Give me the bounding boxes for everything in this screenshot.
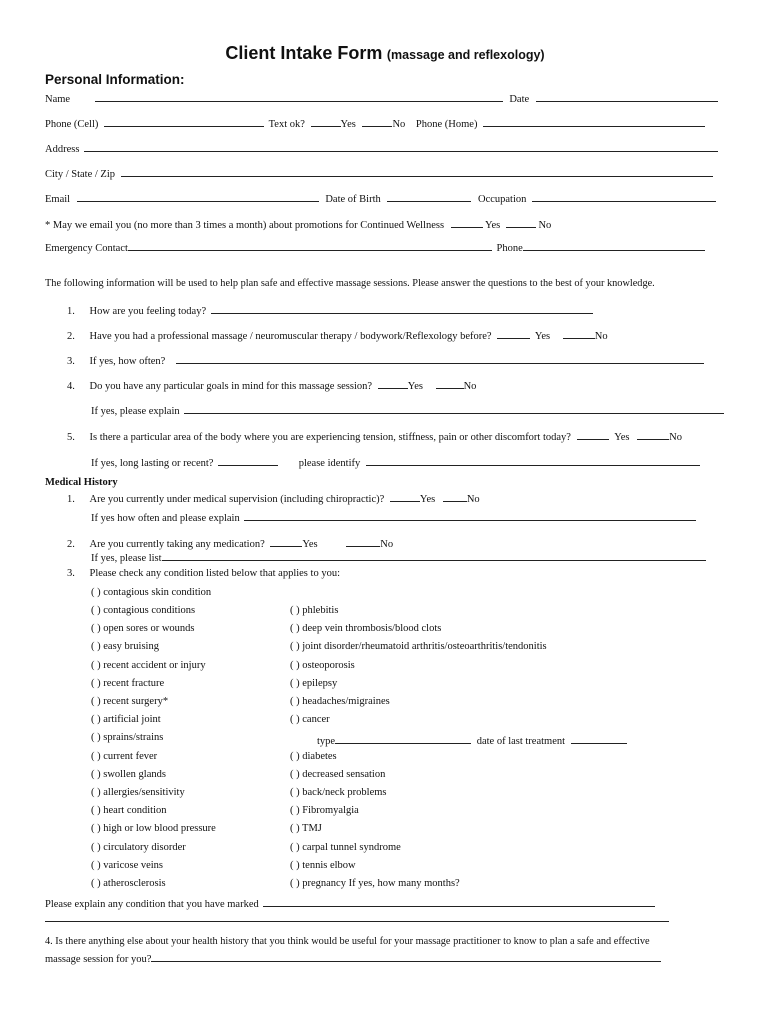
cancer-type-field[interactable] — [335, 733, 471, 744]
m1-followup-row — [91, 510, 696, 524]
emergency-label: Emergency Contact — [45, 243, 128, 254]
email-consent-row — [45, 217, 551, 231]
q3-text: If yes, how often? — [89, 356, 166, 367]
q5-identify-label: please identify — [298, 458, 361, 469]
text-ok-yes-label: Yes — [340, 119, 356, 130]
q2-yes-field[interactable] — [497, 328, 530, 339]
explain-marked-row — [45, 896, 655, 910]
q5-no-field[interactable] — [637, 429, 669, 440]
left-condition-7[interactable]: ( ) sprains/strains — [91, 732, 164, 744]
left-condition-9[interactable]: ( ) swollen glands — [91, 768, 166, 780]
emergency-field[interactable] — [128, 240, 492, 251]
m1-follow-field[interactable] — [244, 510, 696, 521]
q2-number: 2. — [67, 331, 75, 342]
condition-contagious-skin[interactable]: ( ) contagious skin condition — [91, 587, 212, 598]
m1-follow-label: If yes how often and please explain — [91, 513, 240, 524]
q4-text: Do you have any particular goals in mind for this massage session? — [89, 381, 373, 392]
q5-no-label: No — [669, 432, 682, 443]
occupation-label: Occupation — [477, 194, 527, 205]
m2-yes-field[interactable] — [270, 536, 302, 547]
q4-no-label: No — [463, 381, 477, 392]
q4-explain-label: If yes, please explain — [91, 406, 180, 417]
left-condition-0[interactable]: ( ) contagious conditions — [91, 605, 196, 616]
right-condition-11[interactable]: ( ) Fibromyalgia — [290, 805, 359, 817]
m2-no-field[interactable] — [346, 536, 380, 547]
q5-long-label: If yes, long lasting or recent? — [91, 458, 214, 469]
phone-home-label: Phone (Home) — [415, 119, 478, 130]
right-condition-9[interactable]: ( ) decreased sensation — [290, 768, 386, 780]
medical-heading: Medical History — [45, 477, 118, 488]
m2-yes-label: Yes — [302, 539, 318, 550]
right-condition-2[interactable]: ( ) joint disorder/rheumatoid arthritis/osteoarthritis/tendonitis — [290, 641, 547, 653]
right-condition-10[interactable]: ( ) back/neck problems — [290, 787, 387, 798]
right-condition-12[interactable]: ( ) TMJ — [290, 823, 322, 835]
q5-number: 5. — [67, 432, 75, 443]
email-row — [45, 191, 716, 205]
q4-yes-label: Yes — [407, 381, 423, 392]
explain-marked-field-2[interactable] — [45, 911, 669, 922]
question-2 — [67, 328, 608, 342]
m1-yes-field[interactable] — [390, 491, 420, 502]
name-row — [45, 91, 718, 105]
m3-number: 3. — [67, 568, 75, 579]
medical-question-1 — [67, 491, 480, 505]
q3-number: 3. — [67, 356, 75, 367]
right-condition-3[interactable]: ( ) osteoporosis — [290, 659, 355, 671]
m2-follow-field[interactable] — [162, 550, 706, 561]
m2-follow-label: If yes, please list — [91, 553, 162, 564]
q4-yes-field[interactable] — [378, 378, 408, 389]
phone-cell-label: Phone (Cell) — [45, 119, 99, 130]
q1-number: 1. — [67, 306, 75, 317]
left-condition-15[interactable]: ( ) atherosclerosis — [91, 878, 166, 889]
question-5 — [67, 429, 682, 443]
city-label: City / State / Zip — [45, 169, 115, 180]
intro-text: The following information will be used to help plan safe and effective massage sessions. Please answer the questions to the best of your knowledge. — [45, 278, 655, 289]
question-4 — [67, 378, 476, 392]
explain-marked-field[interactable] — [263, 896, 655, 907]
last-treatment-field[interactable] — [571, 733, 627, 744]
health-history-row-2 — [45, 951, 661, 965]
date-field[interactable] — [536, 91, 718, 102]
email-label: Email — [45, 194, 71, 205]
m1-no-field[interactable] — [443, 491, 467, 502]
right-condition-4[interactable]: ( ) epilepsy — [290, 677, 338, 689]
right-condition-14[interactable]: ( ) tennis elbow — [290, 859, 356, 871]
q1-field[interactable] — [211, 303, 593, 314]
phone-cell-field[interactable] — [104, 116, 264, 127]
occupation-field[interactable] — [532, 191, 716, 202]
phone-home-field[interactable] — [483, 116, 705, 127]
cancer-type-row — [317, 733, 627, 747]
q5-followup-row — [91, 455, 700, 469]
right-condition-13[interactable]: ( ) carpal tunnel syndrome — [290, 841, 401, 853]
health-history-line-1: 4. Is there anything else about your health history that you think would be useful for your massage practitioner to know to plan a safe and effective — [45, 936, 650, 947]
right-condition-1[interactable]: ( ) deep vein thrombosis/blood clots — [290, 623, 442, 635]
q4-number: 4. — [67, 381, 75, 392]
q2-yes-label: Yes — [534, 331, 551, 342]
left-condition-5[interactable]: ( ) recent surgery* — [91, 696, 169, 707]
form-title-main: Client Intake Form — [225, 43, 383, 63]
right-condition-8[interactable]: ( ) diabetes — [290, 750, 337, 762]
text-ok-yes-field[interactable] — [311, 116, 341, 127]
m1-number: 1. — [67, 494, 75, 505]
name-field[interactable] — [95, 91, 503, 102]
form-title — [0, 43, 770, 64]
explain-marked-label: Please explain any condition that you have marked — [45, 899, 259, 910]
last-treatment-label: date of last treatment — [476, 736, 566, 747]
explain-marked-row-2 — [45, 911, 669, 925]
email-consent-yes-label: Yes — [484, 220, 501, 231]
question-1 — [67, 303, 593, 317]
q5-text: Is there a particular area of the body where you are experiencing tension, stiffness, pain or other discomfort today? — [89, 432, 571, 443]
email-consent-no-field[interactable] — [506, 217, 536, 228]
date-label: Date — [509, 94, 530, 105]
health-history-field[interactable] — [151, 951, 661, 962]
dob-label: Date of Birth — [325, 194, 381, 205]
text-ok-no-label: No — [392, 119, 406, 130]
dob-field[interactable] — [387, 191, 471, 202]
m1-no-label: No — [466, 494, 480, 505]
address-row — [45, 141, 718, 155]
q4-explain-row — [91, 403, 724, 417]
email-consent-no-label: No — [538, 220, 552, 231]
city-row — [45, 166, 713, 180]
form-subtitle: (massage and reflexology) — [386, 48, 545, 62]
left-condition-3[interactable]: ( ) recent accident or injury — [91, 659, 206, 671]
left-condition-6[interactable]: ( ) artificial joint — [91, 714, 161, 726]
medical-question-3 — [67, 568, 340, 579]
text-ok-no-field[interactable] — [362, 116, 392, 127]
right-condition-5[interactable]: ( ) headaches/migraines — [290, 696, 390, 707]
q5-identify-field[interactable] — [366, 455, 700, 466]
q2-no-label: No — [594, 331, 608, 342]
left-condition-2[interactable]: ( ) easy bruising — [91, 641, 159, 653]
right-condition-0[interactable]: ( ) phlebitis — [290, 605, 339, 616]
left-condition-12[interactable]: ( ) high or low blood pressure — [91, 823, 216, 835]
city-field[interactable] — [121, 166, 713, 177]
q2-no-field[interactable] — [563, 328, 595, 339]
q5-yes-field[interactable] — [577, 429, 609, 440]
medical-question-2 — [67, 536, 393, 550]
q1-text: How are you feeling today? — [89, 306, 207, 317]
left-condition-14[interactable]: ( ) varicose veins — [91, 859, 164, 871]
q5-yes-label: Yes — [614, 432, 630, 443]
phone-cell-row — [45, 116, 705, 130]
email-field[interactable] — [77, 191, 319, 202]
left-condition-1[interactable]: ( ) open sores or wounds — [91, 623, 195, 635]
m3-text: Please check any condition listed below that applies to you: — [89, 568, 340, 579]
left-condition-10[interactable]: ( ) allergies/sensitivity — [91, 787, 185, 798]
q5-long-field[interactable] — [218, 455, 278, 466]
text-ok-label: Text ok? — [268, 119, 305, 130]
address-field[interactable] — [84, 141, 718, 152]
right-condition-6[interactable]: ( ) cancer — [290, 714, 330, 726]
emergency-row — [45, 240, 705, 254]
left-condition-11[interactable]: ( ) heart condition — [91, 805, 167, 817]
health-history-line-2: massage session for you? — [45, 954, 152, 965]
q4-explain-field[interactable] — [184, 403, 724, 414]
emergency-phone-label: Phone — [496, 243, 523, 254]
emergency-phone-field[interactable] — [523, 240, 705, 251]
personal-heading: Personal Information: — [45, 72, 185, 87]
left-condition-8[interactable]: ( ) current fever — [91, 750, 158, 762]
left-condition-13[interactable]: ( ) circulatory disorder — [91, 841, 186, 853]
m1-text: Are you currently under medical supervision (including chiropractic)? — [89, 494, 385, 505]
m2-no-label: No — [380, 539, 394, 550]
address-label: Address — [45, 144, 80, 155]
q4-no-field[interactable] — [436, 378, 464, 389]
m2-text: Are you currently taking any medication? — [89, 539, 265, 550]
left-condition-4[interactable]: ( ) recent fracture — [91, 677, 165, 689]
m1-yes-label: Yes — [419, 494, 436, 505]
email-consent-yes-field[interactable] — [451, 217, 483, 228]
m2-followup-row — [91, 550, 706, 564]
q3-field[interactable] — [176, 353, 704, 364]
q2-text: Have you had a professional massage / neuromuscular therapy / bodywork/Reflexology before? — [89, 331, 492, 342]
email-consent-label: * May we email you (no more than 3 times a month) about promotions for Continued Wellness — [45, 220, 445, 231]
cancer-type-label: type — [317, 736, 336, 747]
right-condition-15[interactable]: ( ) pregnancy If yes, how many months? — [290, 878, 460, 889]
name-label: Name — [45, 94, 71, 105]
question-3 — [67, 353, 704, 367]
m2-number: 2. — [67, 539, 75, 550]
